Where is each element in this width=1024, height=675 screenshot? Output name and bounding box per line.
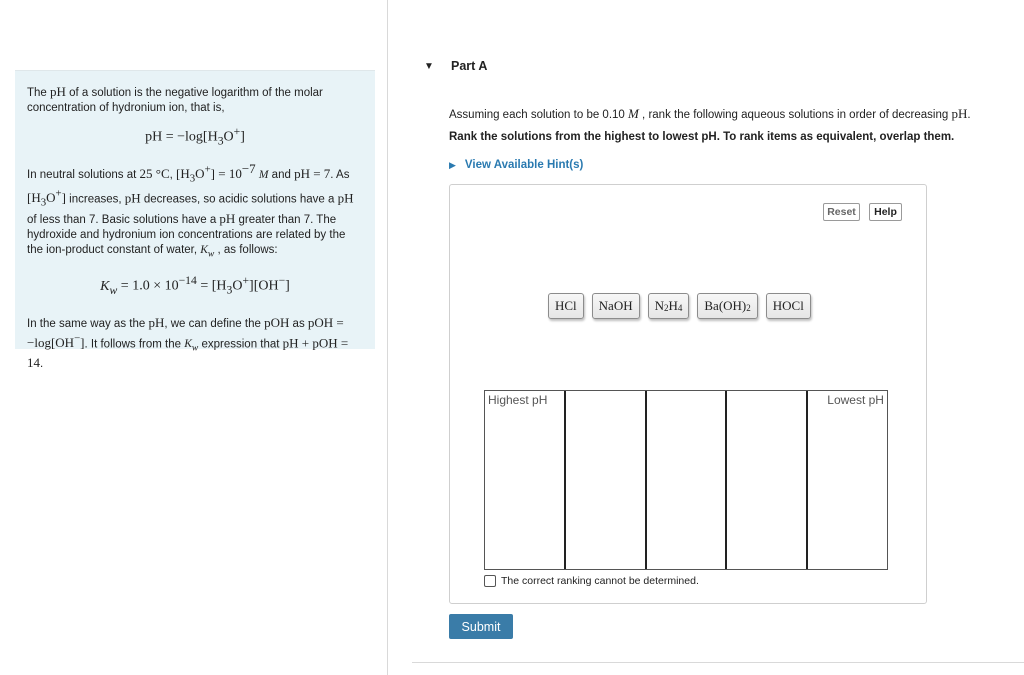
question-text: Assuming each solution to be 0.10 M , rank the following aqueous solutions in order of decreasing pH. — [449, 106, 971, 121]
rank-slot-1[interactable] — [485, 391, 564, 569]
ranking-panel — [449, 184, 927, 604]
kw-equation: $K_w = 1.0 \times 10^{-14} = [H_3O^+][OH^-]$ — [100, 274, 290, 297]
item-bank — [548, 293, 811, 319]
hint-label: View Available Hint(s) — [464, 159, 584, 171]
rank-slot-5[interactable] — [806, 391, 887, 569]
cannot-determine-label: The correct ranking cannot be determined. — [501, 575, 699, 587]
intro-paragraph-1: The pH of a solution is the negative logarithm of the molar concentration of hydronium ion, that is, — [27, 84, 323, 114]
ranking-drop-area — [484, 390, 888, 570]
rank-item-n2h4[interactable]: N $_2$ H $_4$ — [648, 293, 690, 319]
ph-equation: pH = $-\log[H_3O^+]$ — [145, 125, 245, 148]
cannot-determine-checkbox[interactable] — [484, 575, 496, 587]
intro-paragraph-3: In the same way as the pH, we can define the pOH as pOH = −log[OH−]. It follows from the $K_w$ expression that pH + pOH = 14. — [27, 314, 349, 371]
rank-slot-4[interactable] — [725, 391, 806, 569]
part-a-header[interactable] — [424, 59, 487, 73]
reset-button[interactable]: Reset — [823, 203, 860, 221]
rank-item-naoh[interactable]: NaOH — [592, 293, 640, 319]
column-divider — [387, 0, 388, 675]
caret-down-icon[interactable]: ▼ — [424, 60, 434, 72]
intro-paragraph-2: In neutral solutions at 25 °C, $[H_3O^+] = 10^{-7}$ M and pH = 7. As $[H_3O^+]$ increases, pH decreases, so acidic solutions have a pH of less than 7. Basic solutions have a pH greater than 7. The hydroxide and hydronium ion concentrations are related by the the ion-product constant of water, $K_w$ , as follows: — [27, 161, 354, 260]
rank-item-hocl[interactable]: HOCl — [766, 293, 811, 319]
rank-slot-2[interactable] — [564, 391, 645, 569]
view-hints-link[interactable] — [449, 159, 583, 171]
highest-ph-label: Highest pH — [488, 393, 548, 407]
instruction-text: Rank the solutions from the highest to lowest pH. To rank items as equivalent, overlap them. — [449, 131, 955, 143]
rank-slot-3[interactable] — [645, 391, 726, 569]
cannot-determine-row[interactable] — [484, 575, 699, 587]
bottom-divider — [412, 662, 1024, 663]
submit-button[interactable]: Submit — [449, 614, 513, 639]
part-title: Part A — [451, 59, 488, 73]
intro-panel — [15, 70, 375, 371]
rank-item-hcl[interactable]: HCl — [548, 293, 584, 319]
lowest-ph-label: Lowest pH — [827, 393, 884, 407]
caret-right-icon: ▶ — [449, 159, 456, 170]
rank-item-baoh2[interactable]: Ba(OH) $_2$ — [697, 293, 757, 319]
help-button[interactable]: Help — [869, 203, 902, 221]
